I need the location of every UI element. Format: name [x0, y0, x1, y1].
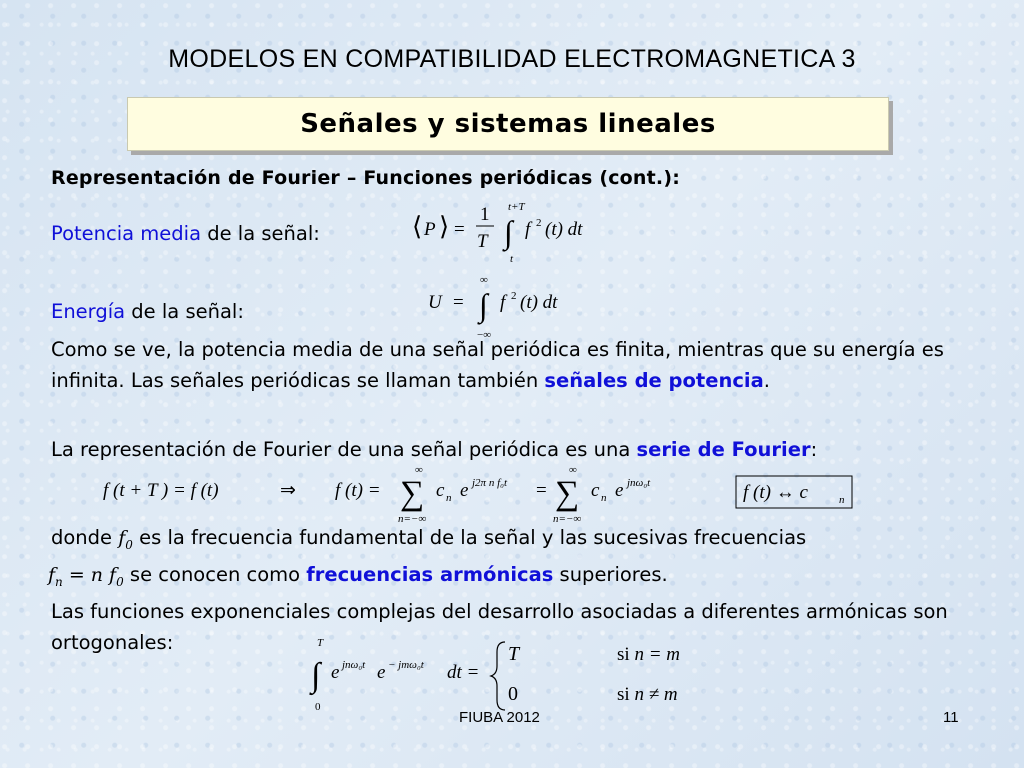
equals: =: [454, 219, 465, 240]
integral-sign: ∫: [479, 287, 488, 323]
paragraph-harmonics-line1: [51, 522, 981, 561]
formula-energy: [425, 272, 595, 342]
sum2-exp: jnω₀t: [627, 477, 651, 489]
frac-den: T: [477, 231, 488, 252]
integral-sign: ∫: [311, 657, 321, 694]
para1-text: Como se ve, la potencia media de una señal periódica es finita, mientras que su energía es infinita. Las señales periódicas se llaman también: [51, 338, 944, 392]
sum1-lower: n=−∞: [398, 513, 427, 525]
exp2-power: − jmω₀t: [388, 659, 424, 671]
exp2-base: e: [377, 662, 386, 683]
para3-end: superiores.: [553, 563, 668, 586]
f0-symbol: f: [118, 527, 126, 549]
fn-mid: = n f: [62, 564, 117, 586]
int-upper: ∞: [480, 274, 488, 286]
integrand: f: [525, 219, 531, 240]
power-2: 2: [536, 217, 542, 229]
case1-value: T: [508, 643, 520, 665]
sum2-exp-base: e: [615, 480, 624, 501]
fn-sub: n: [55, 574, 63, 589]
formula-fourier-series: [100, 460, 860, 528]
equals2: =: [536, 480, 547, 501]
int-lower: 0: [315, 701, 321, 713]
para3-text: es la frecuencia fundamental de la señal y las sucesivas frecuencias: [132, 526, 807, 549]
sum2-coef-sub: n: [601, 492, 607, 504]
formula-power: [410, 195, 630, 270]
cases-brace: [491, 642, 505, 710]
int-upper: t+T: [508, 201, 525, 213]
para1-end: .: [763, 369, 770, 392]
para2-text: La representación de Fourier de una señal periódica es una: [51, 438, 637, 461]
subtitle-box: [127, 97, 889, 151]
serie-fourier-term: serie de Fourier: [636, 438, 811, 461]
integral-sign: ∫: [504, 214, 513, 250]
para3-conocen: se conocen como: [123, 563, 307, 586]
potencia-term: Potencia media: [51, 222, 202, 245]
periodicity-lhs: f (t + T ) = f (t): [103, 480, 219, 501]
case2-cond: si n ≠ m: [617, 684, 678, 705]
paragraph-orthogonality: Las funciones exponenciales complejas del desarrollo asociadas a diferentes armónicas son ortogonales:: [51, 600, 948, 654]
int-lower: −∞: [477, 329, 492, 341]
senales-potencia-term: señales de potencia: [544, 369, 764, 392]
section-heading: Representación de Fourier – Funciones periódicas (cont.):: [51, 167, 681, 189]
frecuencias-armonicas-term: frecuencias armónicas: [306, 563, 554, 586]
footer-center: FIUBA 2012: [459, 709, 540, 726]
transform-pair: f (t) ↔ c: [743, 482, 808, 503]
slide-title: MODELOS EN COMPATIBILIDAD ELECTROMAGNETICA 3: [168, 45, 856, 73]
angle-left: ⟨: [412, 212, 423, 241]
implies-arrow: ⇒: [280, 480, 296, 501]
page-number: 11: [943, 709, 959, 726]
f0-sub: 0: [125, 537, 133, 552]
integrand: f: [500, 292, 506, 313]
energia-rest: de la señal:: [125, 300, 244, 323]
symbol-U: U: [428, 292, 442, 313]
sum2-lower: n=−∞: [553, 513, 582, 525]
para2-end: :: [810, 438, 818, 461]
sum2-sign: ∑: [555, 475, 580, 512]
equals: =: [453, 292, 464, 313]
exp1-base: e: [331, 662, 340, 683]
formula-orthogonality: [305, 632, 725, 716]
frac-num: 1: [480, 204, 490, 225]
paragraph-power-energy: [51, 334, 951, 396]
fn-sub2: 0: [116, 574, 124, 589]
symbol-P: P: [424, 219, 436, 240]
paragraph-harmonics-line2: [48, 559, 978, 598]
pair-sub: n: [839, 494, 845, 506]
dt: dt =: [447, 662, 480, 683]
sum1-exp: j2π n f₀t: [472, 477, 508, 489]
slide-subtitle: Señales y sistemas lineales: [300, 109, 716, 139]
energia-line: [51, 296, 244, 327]
integrand-rest: (t) dt: [520, 292, 558, 313]
exp1-power: jnω₀t: [342, 659, 366, 671]
int-upper: T: [317, 637, 324, 649]
case1-cond: si n = m: [617, 644, 680, 665]
sum1-upper: ∞: [415, 464, 423, 476]
sum1-sign: ∑: [400, 475, 425, 512]
sum1-coef: c: [436, 480, 445, 501]
power-2: 2: [511, 290, 517, 302]
potencia-rest: de la señal:: [201, 222, 320, 245]
energia-term: Energía: [51, 300, 126, 323]
potencia-line: [51, 218, 320, 249]
int-lower: t: [510, 253, 514, 265]
sum1-exp-base: e: [460, 480, 469, 501]
sum1-coef-sub: n: [446, 492, 452, 504]
integrand-rest: (t) dt: [545, 219, 583, 240]
sum2-coef: c: [591, 480, 600, 501]
para3-donde: donde: [51, 526, 119, 549]
angle-right: ⟩: [439, 212, 450, 241]
ft-equals: f (t) =: [335, 480, 381, 501]
fn-symbol: f: [48, 564, 56, 586]
sum2-upper: ∞: [569, 464, 577, 476]
case2-value: 0: [508, 683, 518, 705]
